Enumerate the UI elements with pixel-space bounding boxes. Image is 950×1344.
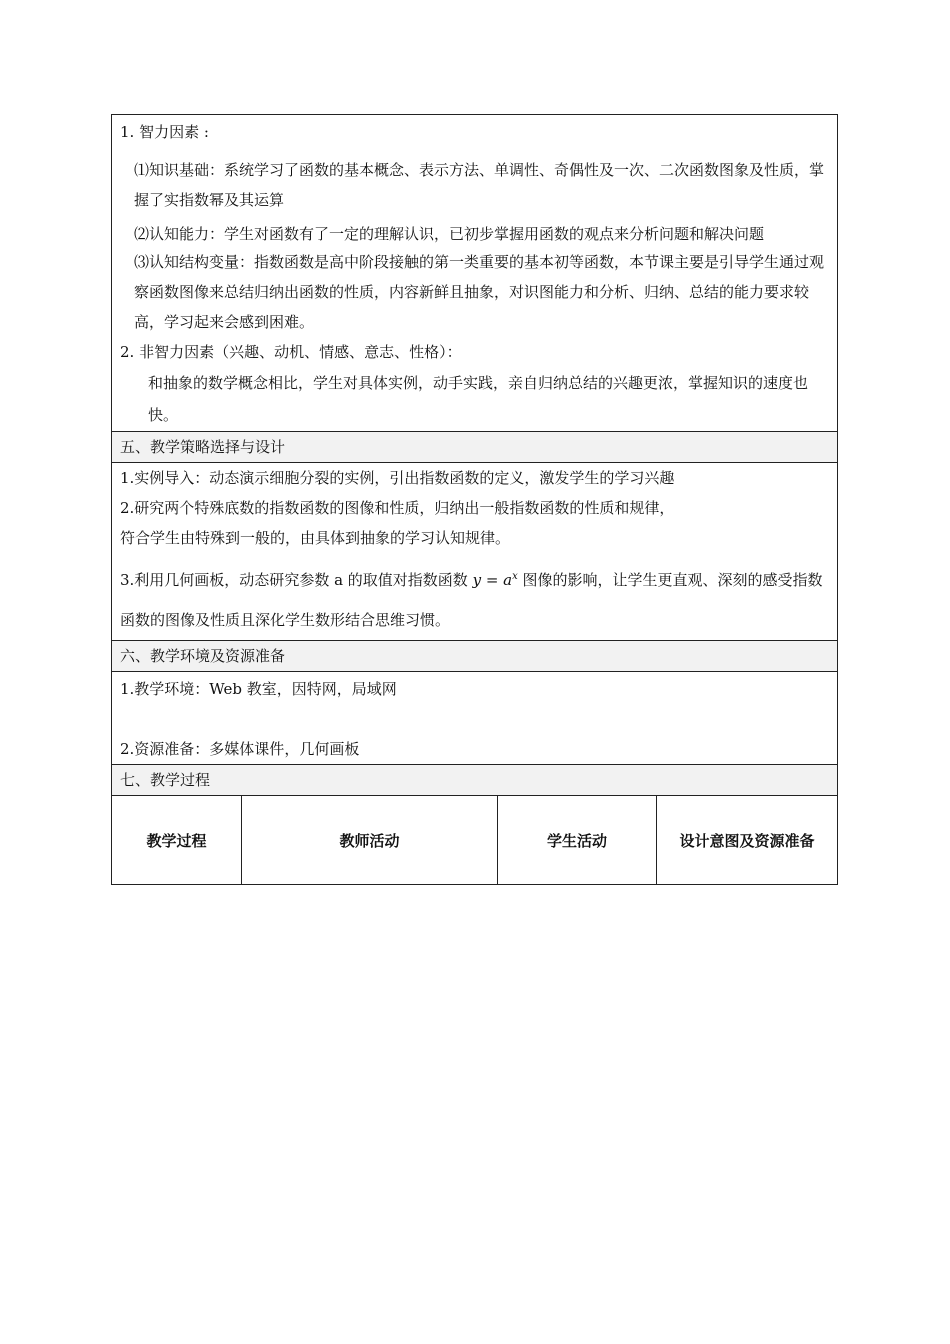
strategy-section	[112, 431, 837, 462]
column-header-teacher: 教师活动	[242, 796, 498, 884]
non-intellectual-factors-title: 2. 非智力因素（兴趣、动机、情感、意志、性格）：	[120, 343, 462, 361]
strategy-line-1: 1.实例导入：动态演示细胞分裂的实例，引出指数函数的定义，激发学生的学习兴趣	[120, 469, 675, 487]
environment-section	[112, 640, 837, 671]
strategy-content	[112, 462, 837, 640]
environment-content	[112, 671, 837, 764]
column-header-process: 教学过程	[112, 796, 242, 884]
cognitive-structure-text: ⑶认知结构变量：指数函数是高中阶段接触的第一类重要的基本初等函数，本节课主要是引导学生通过观察函数图像来总结归纳出函数的性质，内容新鲜且抽象，对识图能力和分析、归纳、总结的能力要求较高，学习起来会感到困难。	[134, 253, 825, 331]
strategy-line-3	[112, 557, 837, 640]
environment-line-2: 2.资源准备：多媒体课件，几何画板	[120, 740, 360, 758]
cognitive-ability-text: ⑵认知能力：学生对函数有了一定的理解认识，已初步掌握用函数的观点来分析问题和解决问题	[134, 225, 765, 243]
strategy-line-2b: 符合学生由特殊到一般的，由具体到抽象的学习认知规律。	[120, 529, 511, 547]
learner-analysis-section	[112, 115, 837, 431]
process-table	[112, 796, 837, 884]
strategy-line-3-after: 图像的影响，让学生更直观、深刻的感受指数函数的图像及性质且深化学生数形结合思维习惯。	[120, 571, 823, 629]
lesson-plan-document	[111, 114, 838, 885]
process-section	[112, 764, 837, 795]
process-section-title: 七、教学过程	[112, 765, 837, 795]
exponential-formula: $y = a^x$	[472, 571, 518, 589]
knowledge-base-text: ⑴知识基础：系统学习了函数的基本概念、表示方法、单调性、奇偶性及一次、二次函数图象及性质，掌握了实指数幂及其运算	[134, 161, 825, 209]
non-intellectual-factors-text: 和抽象的数学概念相比，学生对具体实例，动手实践，亲自归纳总结的兴趣更浓，掌握知识的速度也快。	[148, 374, 809, 424]
environment-section-title: 六、教学环境及资源准备	[112, 641, 837, 671]
column-header-student: 学生活动	[498, 796, 657, 884]
strategy-section-title: 五、教学策略选择与设计	[112, 432, 837, 462]
strategy-line-2a: 2.研究两个特殊底数的指数函数的图像和性质，归纳出一般指数函数的性质和规律，	[120, 499, 675, 517]
intellectual-factors-title: 1. 智力因素 :	[120, 123, 209, 141]
strategy-line-3-before: 3.利用几何画板，动态研究参数 a 的取值对指数函数	[120, 571, 473, 589]
environment-line-1: 1.教学环境：Web 教室，因特网，局域网	[120, 680, 397, 698]
column-header-design: 设计意图及资源准备	[679, 831, 815, 850]
process-table-wrap	[112, 795, 837, 884]
process-table-header-row	[112, 796, 837, 884]
